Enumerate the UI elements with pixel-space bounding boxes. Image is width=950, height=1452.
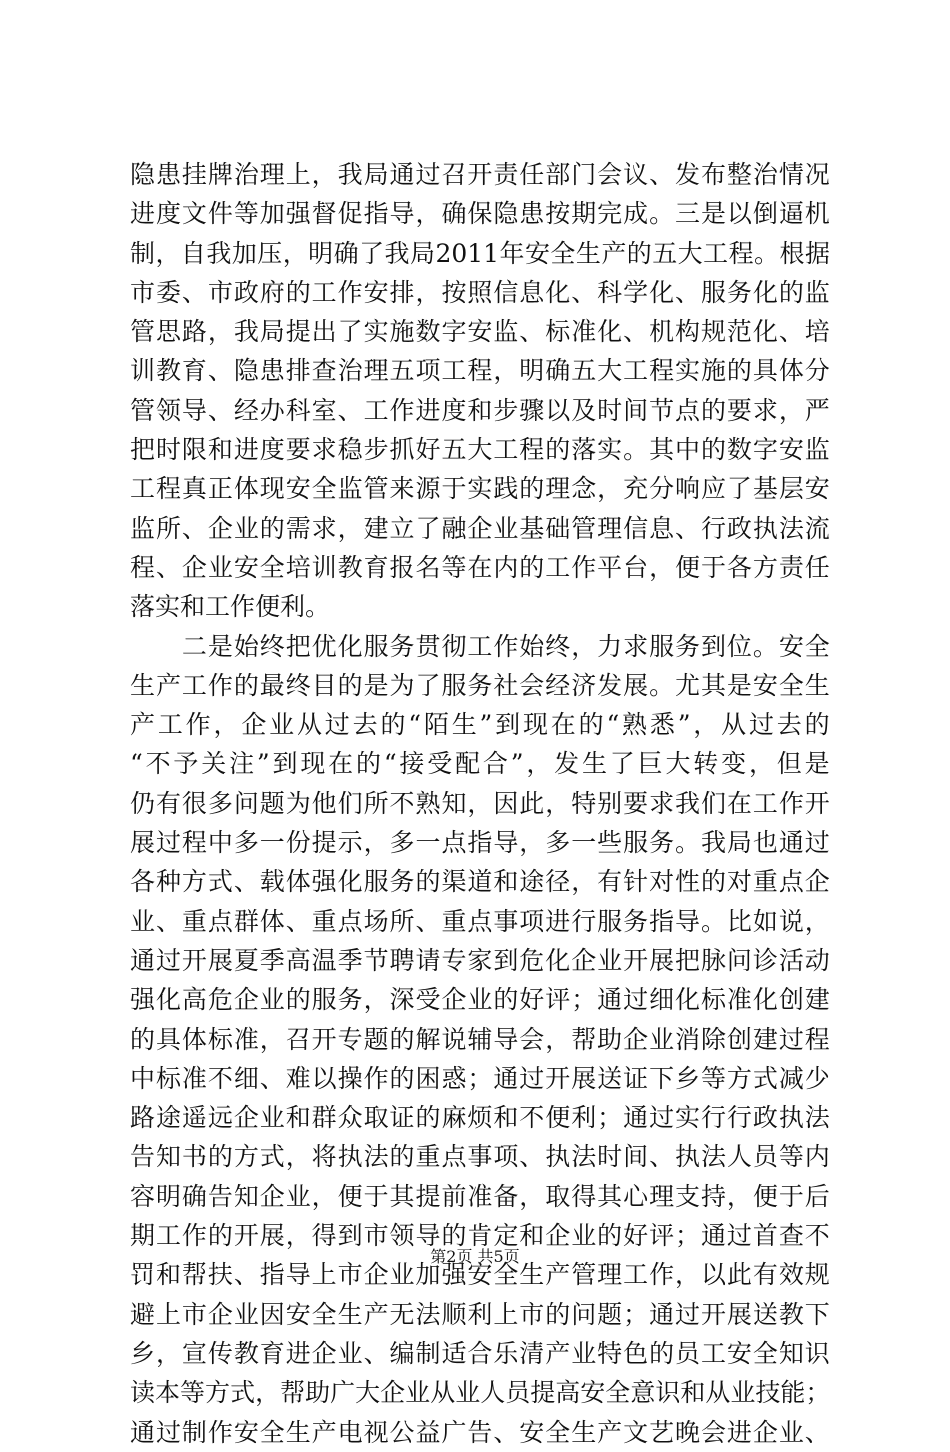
text-line: 把 时 限 和 进 度 要 求 稳 步 抓 好 五 大 工 程 的 落 实 。 其 中 的 数 字 安 监: [130, 435, 830, 465]
text-line: 展 过 程 中 多 一 份 提 示 ， 多 一 点 指 导 ， 多 一 些 服 务 。 我 局 也 通 过: [130, 828, 830, 858]
text-line: 工 程 真 正 体 现 安 全 监 管 来 源 于 实 践 的 理 念 ， 充 分 响 应 了 基 层 安: [130, 474, 830, 504]
text-line: 避 上 市 企 业 因 安 全 生 产 无 法 顺 利 上 市 的 问 题 ； 通 过 开 展 送 教 下: [130, 1299, 830, 1329]
text-line: 通 过 开 展 夏 季 高 温 季 节 聘 请 专 家 到 危 化 企 业 开 展 把 脉 问 诊 活 动: [130, 945, 830, 975]
text-line: 落实和工作便利。: [130, 592, 331, 622]
text-line: 训 教 育 、 隐 患 排 查 治 理 五 项 工 程 ， 明 确 五 大 工 程 实 施 的 具 体 分: [130, 356, 830, 386]
text-line: 告 知 书 的 方 式 ， 将 执 法 的 重 点 事 项 、 执 法 时 间 、 执 法 人 员 等 内: [130, 1142, 830, 1172]
text-line: 监 所 、 企 业 的 需 求 ， 建 立 了 融 企 业 基 础 管 理 信 息 、 行 政 执 法 流: [130, 513, 830, 543]
text-line: 生 产 工 作 的 最 终 目 的 是 为 了 服 务 社 会 经 济 发 展 。 尤 其 是 安 全 生: [130, 670, 830, 700]
text-line: 市 委 、 市 政 府 的 工 作 安 排 ， 按 照 信 息 化 、 科 学 化 、 服 务 化 的 监: [130, 277, 830, 307]
text-line: 隐 患 挂 牌 治 理 上 ， 我 局 通 过 召 开 责 任 部 门 会 议 、 发 布 整 治 情 况: [130, 160, 830, 189]
text-line: 业 、 重 点 群 体 、 重 点 场 所 、 重 点 事 项 进 行 服 务 指 导 。 比 如 说 ，: [130, 906, 830, 936]
page-footer: 第2页 共5页: [430, 1247, 520, 1266]
text-line: 仍 有 很 多 问 题 为 他 们 所 不 熟 知 ， 因 此 ， 特 别 要 求 我 们 在 工 作 开: [130, 788, 830, 818]
text-line: “ 不 予 关 注 ” 到 现 在 的 “ 接 受 配 合 ” ， 发 生 了 巨 大 转 变 ， 但 是: [130, 749, 830, 779]
text-line: 路 途 遥 远 企 业 和 群 众 取 证 的 麻 烦 和 不 便 利 ； 通 过 实 行 行 政 执 法: [130, 1103, 830, 1133]
text-line: 二 是 始 终 把 优 化 服 务 贯 彻 工 作 始 终 ， 力 求 服 务 到 位 。 安 全: [181, 631, 830, 661]
text-line: 制 ， 自 我 加 压 ， 明 确 了 我 局 2011 年 安 全 生 产 的 五 大 工 程 。 根 据: [130, 238, 830, 268]
text-line: 进 度 文 件 等 加 强 督 促 指 导 ， 确 保 隐 患 按 期 完 成 。 三 是 以 倒 逼 机: [130, 199, 830, 229]
text-line: 通 过 制 作 安 全 生 产 电 视 公 益 广 告 、 安 全 生 产 文 艺 晚 会 进 企 业 、: [130, 1417, 830, 1447]
text-line: 读 本 等 方 式 ， 帮 助 广 大 企 业 从 业 人 员 提 高 安 全 意 识 和 从 业 技 能 ；: [130, 1378, 831, 1408]
text-line: 产 工 作 ， 企 业 从 过 去 的 “ 陌 生 ” 到 现 在 的 “ 熟 悉 ” ， 从 过 去 的: [130, 710, 830, 740]
text-line: 乡 ， 宣 传 教 育 进 企 业 、 编 制 适 合 乐 清 产 业 特 色 的 员 工 安 全 知 识: [130, 1338, 830, 1368]
text-line: 强 化 高 危 企 业 的 服 务 ， 深 受 企 业 的 好 评 ； 通 过 细 化 标 准 化 创 建: [130, 985, 830, 1015]
text-line: 罚 和 帮 扶 、 指 导 上 市 企 业 加 强 安 全 生 产 管 理 工 作 ， 以 此 有 效 规: [130, 1260, 830, 1290]
text-line: 管 领 导 、 经 办 科 室 、 工 作 进 度 和 步 骤 以 及 时 间 节 点 的 要 求 ， 严: [130, 395, 830, 425]
text-line: 的 具 体 标 准 ， 召 开 专 题 的 解 说 辅 导 会 ， 帮 助 企 业 消 除 创 建 过 程: [130, 1024, 830, 1054]
text-line: 容 明 确 告 知 企 业 ， 便 于 其 提 前 准 备 ， 取 得 其 心 理 支 持 ， 便 于 后: [130, 1181, 830, 1211]
text-line: 中 标 准 不 细 、 难 以 操 作 的 困 惑 ； 通 过 开 展 送 证 下 乡 等 方 式 减 少: [130, 1063, 830, 1093]
text-line: 各 种 方 式 、 载 体 强 化 服 务 的 渠 道 和 途 径 ， 有 针 对 性 的 对 重 点 企: [130, 867, 830, 897]
text-line: 程 、 企 业 安 全 培 训 教 育 报 名 等 在 内 的 工 作 平 台 ， 便 于 各 方 责 任: [130, 552, 830, 582]
text-line: 管 思 路 ， 我 局 提 出 了 实 施 数 字 安 监 、 标 准 化 、 机 构 规 范 化 、 培: [130, 317, 830, 347]
text-line: 期 工 作 的 开 展 ， 得 到 市 领 导 的 肯 定 和 企 业 的 好 评 ； 通 过 首 查 不: [130, 1221, 830, 1251]
